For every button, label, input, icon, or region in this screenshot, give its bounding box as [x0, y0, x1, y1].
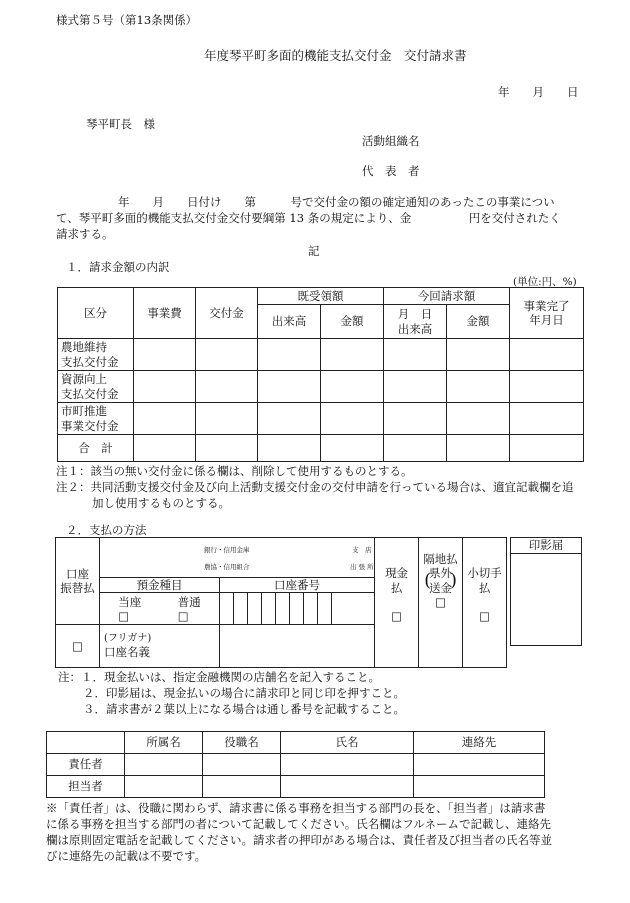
contact-row-label: 責任者 [47, 754, 125, 776]
cell[interactable] [447, 339, 510, 371]
section1-heading: １．請求金額の内訳 [66, 260, 170, 274]
genkin-cell [375, 538, 419, 668]
account-digit[interactable] [248, 593, 262, 625]
branch-label-1: 支 店 [352, 545, 372, 554]
section2-heading: ２．支払の方法 [66, 523, 147, 537]
futsu-label: 普通 [177, 594, 201, 609]
cell[interactable] [510, 435, 584, 462]
payment-note-3: ３．請求書が２葉以上になる場合は通し番号を記載すること。 [83, 702, 405, 716]
org-name-label: 活動組織名 [362, 134, 420, 148]
footnote-line-3: 欄は原則固定電話を記載してください。請求者の押印がある場合は、責任者及び担当者の氏名等並 [46, 833, 552, 847]
payment-note-1: 注：１．現金払いは、指定金融機関の店舗名を記入すること。 [58, 670, 380, 684]
cell[interactable] [196, 339, 258, 371]
body-line-3: 請求する。 [56, 227, 114, 241]
form-number: 様式第５号（第13条関係） [56, 13, 198, 27]
header-kingaku2: 金額 [447, 305, 510, 339]
cell[interactable] [447, 403, 510, 435]
account-digit[interactable] [304, 593, 318, 625]
cell[interactable] [196, 403, 258, 435]
bank-label-2: 農協・信用組合 [204, 562, 250, 571]
cell[interactable] [447, 435, 510, 462]
page-title: 年度琴平町多面的機能支払交付金 交付請求書 [204, 48, 467, 63]
footnote-line-4: びに連絡先の記載は不要です。 [46, 849, 207, 863]
header-konkai: 今回請求額 [384, 288, 510, 305]
koza-furikae-label: 口座 振替払 [56, 538, 100, 625]
amount-breakdown-table [57, 287, 584, 462]
payment-note-2: ２．印影届は、現金払いの場合に請求印と同じ印を押すこと。 [83, 686, 405, 700]
futsu-checkbox[interactable]: □ [177, 608, 189, 623]
table-row [58, 339, 584, 371]
deposit-type-label: 預金種目 [100, 578, 220, 593]
cell[interactable] [384, 339, 447, 371]
cell[interactable] [321, 403, 384, 435]
footnote-line-2: に係る事務を担当する部門の者について記載してください。氏名欄はフルネームで記載し、連絡先 [46, 817, 551, 831]
header-kofukin: 交付金 [196, 288, 258, 339]
touza-label: 当座 [118, 594, 142, 609]
kakuchi-checkbox[interactable]: □ [435, 595, 446, 610]
cell[interactable] [510, 371, 584, 403]
note-2-cont: 加し使用するものとする。 [92, 496, 230, 510]
cell[interactable] [134, 403, 196, 435]
cell[interactable] [414, 754, 545, 776]
cell[interactable] [281, 776, 414, 798]
cell[interactable] [321, 435, 384, 462]
inkan-label: 印影届 [511, 538, 582, 554]
cell[interactable] [203, 776, 281, 798]
representative-label: 代 表 者 [362, 164, 420, 178]
cell[interactable] [134, 339, 196, 371]
contact-header-position: 役職名 [203, 732, 281, 754]
cell[interactable] [196, 371, 258, 403]
header-dekidaka: 出来高 [258, 305, 321, 339]
contact-row-label: 担当者 [47, 776, 125, 798]
cell[interactable] [196, 435, 258, 462]
request-date: 年 月 日 [498, 85, 579, 99]
cell[interactable] [125, 754, 203, 776]
header-jigyohi: 事業費 [134, 288, 196, 339]
cell[interactable] [321, 339, 384, 371]
cell[interactable] [321, 371, 384, 403]
sokin-label: 送金 [429, 580, 453, 595]
cell[interactable] [384, 403, 447, 435]
row-label: 市町推進 事業交付金 [58, 403, 134, 435]
cell[interactable] [510, 403, 584, 435]
contact-header-dept: 所属名 [125, 732, 203, 754]
cell[interactable] [384, 435, 447, 462]
table-row [47, 776, 545, 798]
ki-label: 記 [308, 244, 320, 258]
kakuchi-label: 隔地払 [423, 552, 458, 566]
body-line-2: て、琴平町多面的機能支払交付金交付要綱第 13 条の規定により、金 円を交付されたく [56, 211, 561, 225]
account-digit[interactable] [276, 593, 290, 625]
kakuchi-cell [419, 538, 463, 668]
genkin-checkbox[interactable]: □ [391, 609, 402, 624]
addressee: 琴平町長 様 [86, 117, 155, 131]
cell[interactable] [258, 435, 321, 462]
bank-name-cell[interactable] [100, 538, 375, 578]
account-digit[interactable] [318, 593, 332, 625]
genkin-label: 現金 払 [385, 566, 409, 595]
account-digit[interactable] [220, 593, 234, 625]
table-row-total [58, 435, 584, 462]
header-kingaku: 金額 [321, 305, 384, 339]
cell[interactable] [510, 339, 584, 371]
header-kijuryo: 既受領額 [258, 288, 384, 305]
payment-method-table [55, 537, 507, 668]
koza-checkbox[interactable]: □ [56, 625, 100, 668]
header-kanryo: 事業完了年月日 [510, 288, 584, 339]
kogitte-cell [463, 538, 507, 668]
kengai-label: 県外 [429, 566, 453, 581]
body-line-1: 年 月 日付け 第 号で交付金の額の確定通知のあったこの事業につい [118, 195, 555, 209]
inkan-area[interactable] [511, 554, 582, 646]
kengai-bracket: ( 県外 送金 ) [424, 566, 458, 595]
cell[interactable] [258, 339, 321, 371]
footnote-line-1: ※「責任者」は、役職に関わらず、請求書に係る事務を担当する部門の長を、「担当者」は請求書 [46, 801, 546, 815]
cell[interactable] [414, 776, 545, 798]
bank-label-1: 銀行・信用金庫 [204, 545, 250, 554]
cell[interactable] [134, 371, 196, 403]
table-row [58, 371, 584, 403]
furigana-label: (フリガナ) [104, 632, 152, 644]
deposit-type-options [100, 593, 220, 625]
cell[interactable] [203, 754, 281, 776]
cell[interactable] [384, 371, 447, 403]
cell[interactable] [281, 754, 414, 776]
account-digit[interactable] [262, 593, 276, 625]
inkan-box [510, 537, 582, 646]
contact-header-phone: 連絡先 [414, 732, 545, 754]
cell[interactable] [125, 776, 203, 798]
cell[interactable] [258, 371, 321, 403]
kogitte-checkbox[interactable]: □ [479, 609, 490, 624]
kogitte-label: 小切手 払 [467, 566, 502, 595]
account-number-label: 口座番号 [220, 578, 375, 593]
row-label: 資源向上 支払交付金 [58, 371, 134, 403]
note-2: 注２：共同活動支援交付金及び向上活動支援交付金の交付申請を行っている場合は、適宜記載欄を追 [56, 480, 574, 494]
touza-checkbox[interactable]: □ [118, 608, 130, 623]
header-kubun: 区分 [58, 288, 134, 339]
table-row [58, 403, 584, 435]
unit-label: (単位:円、%) [513, 276, 577, 288]
cell[interactable] [134, 435, 196, 462]
account-name-input[interactable] [220, 625, 375, 668]
table-row [47, 754, 545, 776]
note-1: 注１：該当の無い交付金に係る欄は、削除して使用するものとする。 [56, 464, 413, 478]
account-name-label-cell [100, 625, 220, 668]
row-label-total: 合 計 [58, 435, 134, 462]
row-label: 農地維持 支払交付金 [58, 339, 134, 371]
account-digit[interactable] [234, 593, 248, 625]
cell[interactable] [258, 403, 321, 435]
branch-label-2: 出 張 所 [350, 562, 374, 571]
account-name-label: 口座名義 [104, 645, 150, 660]
contact-header-name: 氏名 [281, 732, 414, 754]
contact-table [46, 731, 545, 798]
header-tsukihi-dekidaka: 月 日 出来高 [384, 305, 447, 339]
cell[interactable] [447, 371, 510, 403]
account-digit[interactable] [290, 593, 304, 625]
